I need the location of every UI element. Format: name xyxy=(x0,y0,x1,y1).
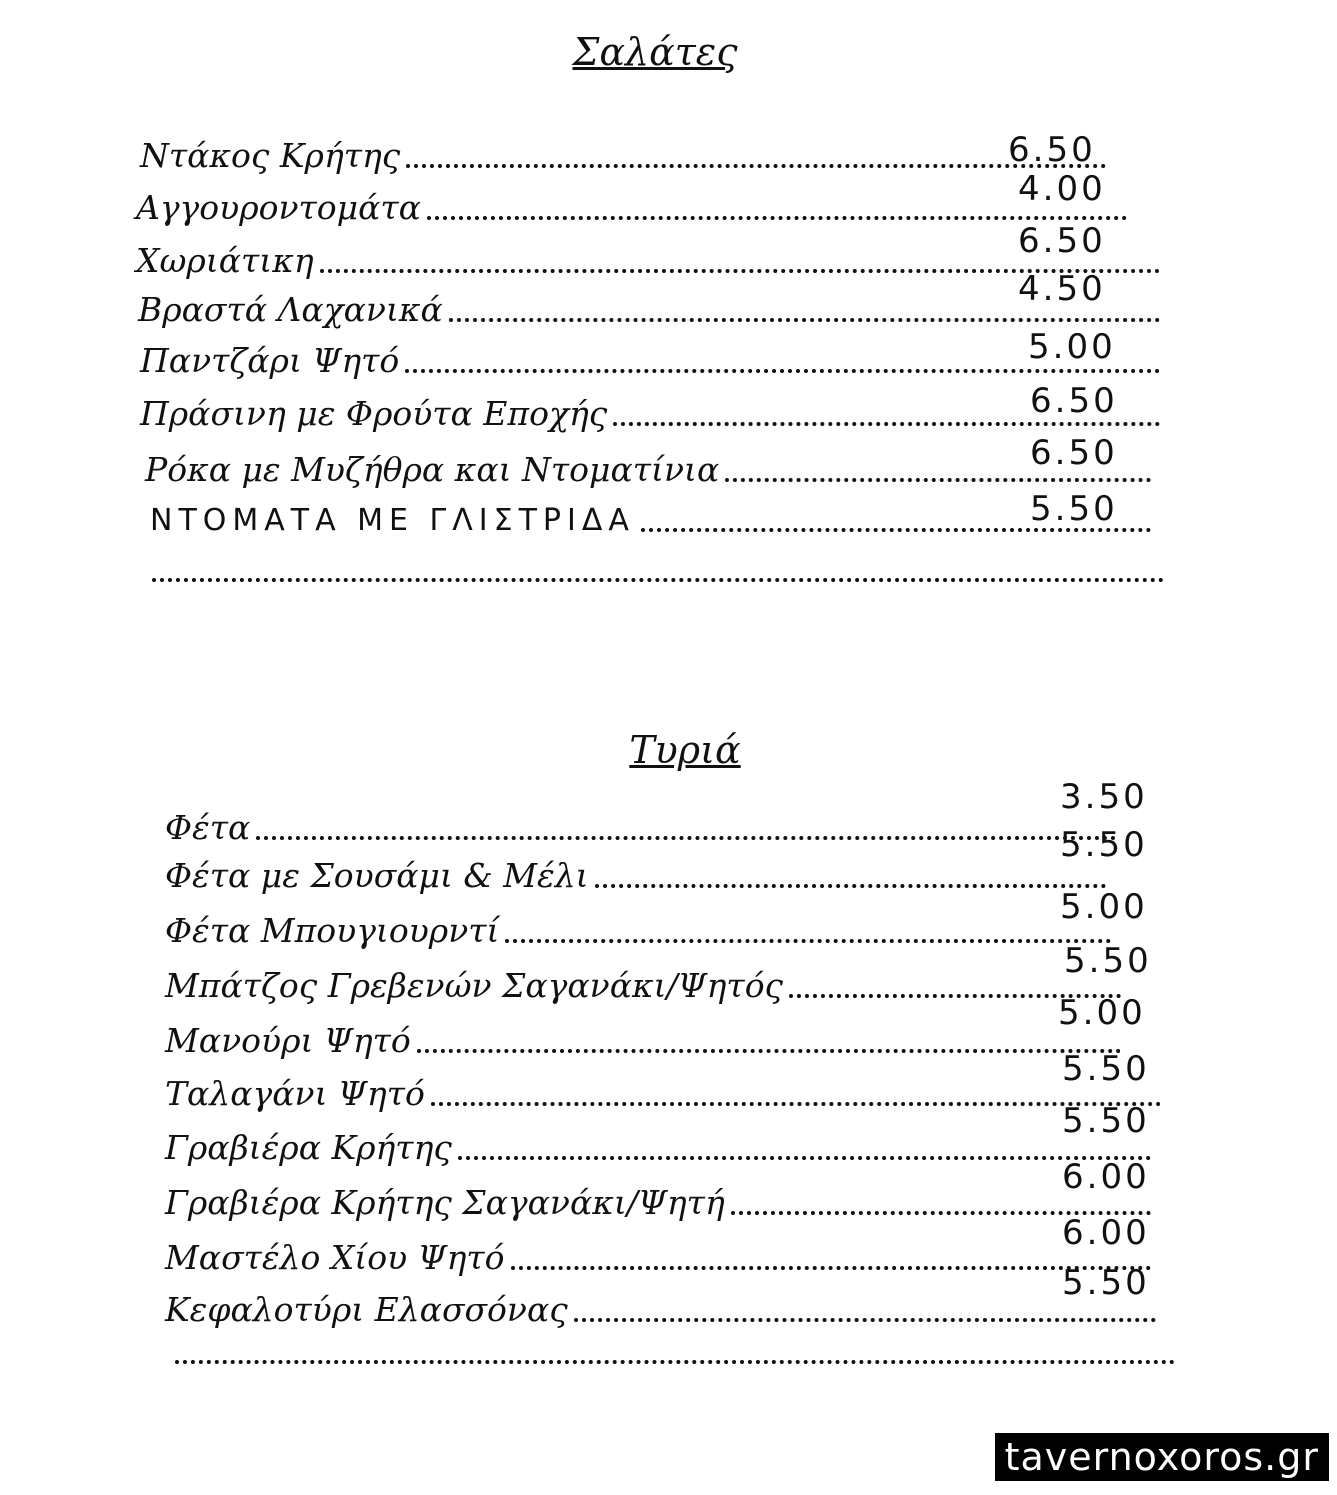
dot-leader xyxy=(725,478,1151,482)
menu-item xyxy=(140,128,1110,175)
item-name: Κεφαλοτύρι Ελασσόνας xyxy=(165,1290,568,1329)
item-name: Φέτα xyxy=(165,808,251,847)
item-price: 5.50 xyxy=(1064,941,1152,981)
item-price: 6.00 xyxy=(1062,1157,1150,1197)
menu-item xyxy=(165,1230,1155,1277)
menu-item xyxy=(136,233,1164,280)
item-price: 5.00 xyxy=(1060,887,1148,927)
dot-leader xyxy=(511,1266,1151,1270)
item-name: Αγγουροντομάτα xyxy=(136,188,421,227)
item-price: 5.50 xyxy=(1062,1101,1150,1141)
item-price: 6.50 xyxy=(1030,433,1118,473)
menu-item xyxy=(165,1066,1165,1113)
item-price: 3.50 xyxy=(1060,777,1148,817)
item-price: 5.00 xyxy=(1058,993,1146,1033)
item-price: 6.50 xyxy=(1018,221,1106,261)
item-name: Ντάκος Κρήτης xyxy=(140,136,401,175)
watermark: tavernoxoros.gr xyxy=(995,1433,1329,1481)
item-price: 4.50 xyxy=(1018,269,1106,309)
menu-item xyxy=(140,333,1164,380)
dot-leader xyxy=(405,369,1160,373)
item-price: 5.50 xyxy=(1062,1263,1150,1303)
item-price: 6.50 xyxy=(1030,381,1118,421)
menu-item xyxy=(165,848,1110,895)
dot-leader xyxy=(406,164,1106,168)
item-name: Ταλαγάνι Ψητό xyxy=(165,1074,425,1113)
item-name: Χωριάτικη xyxy=(136,241,314,280)
menu-item xyxy=(136,180,1131,227)
item-name: Βραστά Λαχανικά xyxy=(138,290,443,329)
dot-leader xyxy=(427,216,1127,220)
item-price: 5.50 xyxy=(1060,825,1148,865)
item-name: Παντζάρι Ψητό xyxy=(140,341,400,380)
cheeses-title: Τυριά xyxy=(629,728,741,772)
item-price: 5.50 xyxy=(1030,489,1118,529)
item-name: ΝΤΟΜΑΤΑ ΜΕ ΓΛΙΣΤΡΙΔΑ xyxy=(150,503,635,538)
item-name: Γραβιέρα Κρήτης Σαγανάκι/Ψητή xyxy=(165,1183,725,1222)
dot-leader xyxy=(458,1156,1151,1160)
item-name: Φέτα Μπουγιουρντί xyxy=(165,911,500,950)
item-price: 6.00 xyxy=(1062,1213,1150,1253)
menu-item xyxy=(165,903,1115,950)
blank-entry-line xyxy=(175,1360,1175,1364)
menu-item xyxy=(138,282,1164,329)
item-price: 4.00 xyxy=(1018,169,1106,209)
item-price: 5.00 xyxy=(1028,327,1116,367)
dot-leader xyxy=(574,1318,1156,1322)
item-name: Μαστέλο Χίου Ψητό xyxy=(165,1238,505,1277)
menu-item xyxy=(165,1282,1160,1329)
menu-item xyxy=(165,1120,1155,1167)
item-price: 5.50 xyxy=(1062,1049,1150,1089)
menu-item xyxy=(150,489,1155,538)
menu-item xyxy=(165,958,1125,1005)
salads-title: Σαλάτες xyxy=(572,30,738,74)
menu-item xyxy=(165,800,1120,847)
item-price: 6.50 xyxy=(1008,130,1096,170)
item-name: Φέτα με Σουσάμι & Μέλι xyxy=(165,856,589,895)
dot-leader xyxy=(505,939,1111,943)
dot-leader xyxy=(613,422,1160,426)
dot-leader xyxy=(449,318,1160,322)
item-name: Γραβιέρα Κρήτης xyxy=(165,1128,452,1167)
item-name: Μανούρι Ψητό xyxy=(165,1021,411,1060)
item-name: Μπάτζος Γρεβενών Σαγανάκι/Ψητός xyxy=(165,966,784,1005)
menu-item xyxy=(165,1013,1125,1060)
menu-item xyxy=(145,442,1155,489)
dot-leader xyxy=(256,836,1116,840)
dot-leader xyxy=(417,1049,1121,1053)
dot-leader xyxy=(595,884,1106,888)
item-name: Πράσινη με Φρούτα Εποχής xyxy=(140,394,608,433)
item-name: Ρόκα με Μυζήθρα και Ντοματίνια xyxy=(145,450,720,489)
dot-leader xyxy=(431,1102,1161,1106)
menu-item xyxy=(165,1175,1155,1222)
blank-entry-line xyxy=(152,578,1164,582)
menu-item xyxy=(140,381,1164,433)
